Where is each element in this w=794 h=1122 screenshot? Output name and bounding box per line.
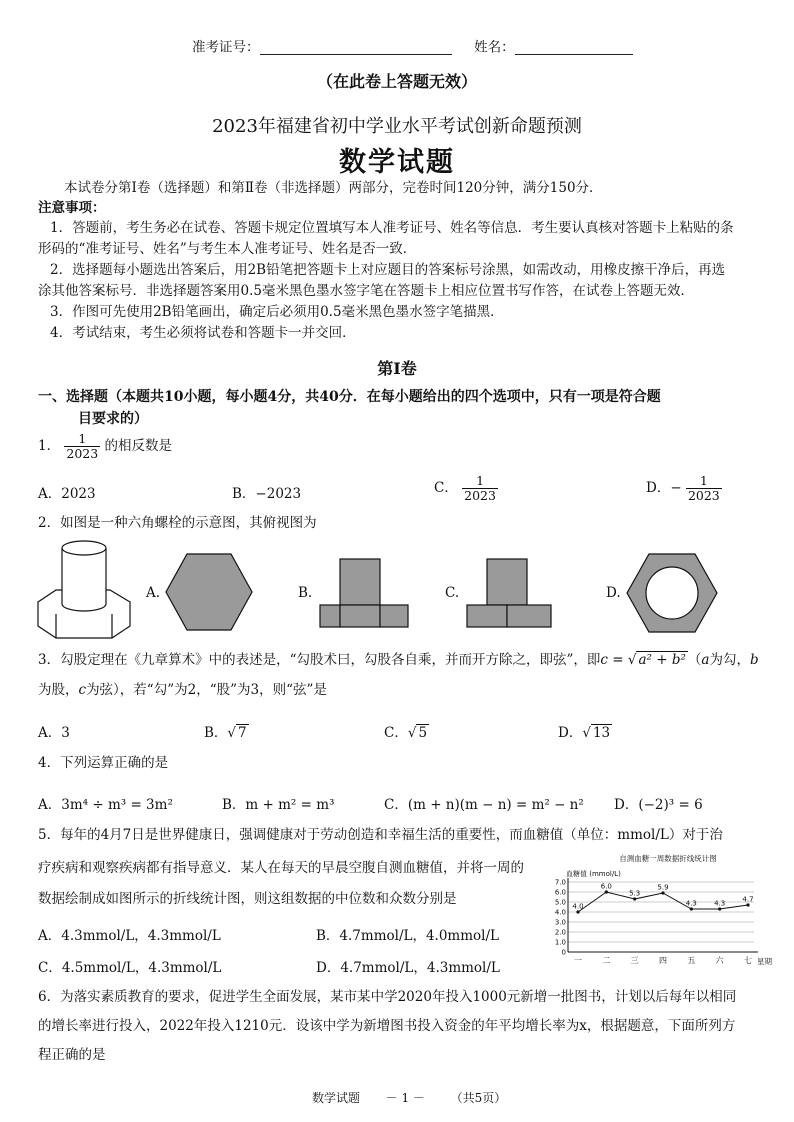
note-2b: 涂其他答案标号．非选择题答案用0.5毫米黑色墨水签字笔在答题卡上相应位置书写作答，在试卷上答题无效．: [38, 283, 694, 299]
chart-x-tick-label: 三: [630, 956, 639, 965]
chart-data-label: 5.9: [657, 883, 669, 892]
q5-line2: 疗疾病和观察疾病都有指导意义．某人在每天的早晨空腹自测血糖值，并将一周的: [38, 860, 524, 876]
invalid-notice: （在此卷上答题无效）: [316, 72, 477, 91]
chart-data-point: [690, 907, 693, 910]
q4-option-a: A．3m⁴ ÷ m³ = 3m²: [38, 797, 173, 813]
hex-bolt-figure: [34, 540, 134, 648]
chart-x-ticks: [574, 955, 752, 965]
chart-x-tick-label: 五: [687, 956, 696, 965]
q2-option-d-top-view: [625, 552, 719, 634]
q4-option-b: B．m + m² = m³: [222, 797, 335, 813]
exam-title: 2023年福建省初中学业水平考试创新命题预测: [212, 116, 582, 137]
q5-option-d: D．4.7mmol/L，4.3mmol/L: [316, 960, 500, 976]
part1-line1: 一、选择题（本题共10小题，每小题4分，共40分．在每小题给出的四个选项中，只有一项是符合题: [38, 389, 661, 405]
q5-line1: 5．每年的4月7日是世界健康日，强调健康对于劳动创造和幸福生活的重要性，而血糖值（单位：mmol/L）对于治: [38, 827, 723, 843]
section-title: 第Ⅰ卷: [377, 359, 417, 378]
q4-text: 4．下列运算正确的是: [38, 755, 169, 771]
chart-data-point: [661, 891, 664, 894]
footer-page-number: － 1 －: [385, 1091, 425, 1105]
chart-data-point: [633, 897, 636, 900]
q5-line3: 数据绘制成如图所示的折线统计图，则这组数据的中位数和众数分别是: [38, 891, 457, 907]
chart-y-tick-label: 2.0: [554, 928, 566, 937]
q1-option-a: A．2023: [38, 486, 96, 502]
chart-data-label: 6.0: [600, 882, 612, 891]
q3-option-d: D．√ 13: [558, 725, 611, 741]
chart-x-tick-label: 六: [715, 956, 724, 965]
q2-option-a-hexagon: [164, 552, 254, 632]
intro-text: 本试卷分第Ⅰ卷（选择题）和第Ⅱ卷（非选择题）两部分，完卷时间120分钟，满分150分．: [64, 180, 603, 196]
page-footer: [312, 1092, 506, 1104]
chart-y-ticks: [555, 879, 566, 957]
chart-data-label: 4.0: [572, 902, 584, 911]
name-blank: [515, 40, 633, 55]
footer-total-pages: （共5页）: [450, 1091, 507, 1105]
q5-option-b: B．4.7mmol/L，4.0mmol/L: [316, 928, 499, 944]
chart-y-tick-label: 7.0: [554, 878, 566, 887]
q2-text: 2．如图是一种六角螺栓的示意图，其俯视图为: [38, 515, 317, 531]
chart-ylabel: 血糖值 (mmol/L): [566, 870, 621, 878]
q3-option-a: A．3: [38, 725, 70, 741]
chart-y-tick-label: 4.0: [554, 908, 566, 917]
note-1a: 1．答题前，考生务必在试卷、答题卡规定位置填写本人准考证号、姓名等信息．考生要认真核对答题卡上粘贴的条: [50, 220, 734, 236]
chart-data-label: 4.3: [714, 899, 726, 908]
q3-line1: 3．勾股定理在《九章算术》中的表述是，“勾股术曰，勾股各自乘，并而开方除之，即弦”，即c = √ a² + b² （a为勾，b: [38, 652, 759, 668]
q2-option-d-label: D.: [606, 585, 621, 601]
q2-option-a-label: A.: [146, 585, 161, 601]
q3-radicand: a² + b²: [638, 652, 686, 668]
part1-line2: 目要求的）: [78, 411, 148, 427]
q1-number: 1．: [38, 437, 61, 454]
chart-y-tick-label: 1.0: [554, 938, 566, 947]
chart-title: 自测血糖一周数据折线统计图: [619, 854, 717, 863]
chart-xlabel: 星期: [757, 957, 772, 966]
q1-d-fraction: $\frac{1}{2023}$: [687, 473, 720, 503]
note-1b: 形码的“准考证号、姓名”与考生本人准考证号、姓名是否一致．: [38, 241, 417, 257]
q4-option-c: C．(m + n)(m − n) = m² − n²: [384, 797, 584, 813]
question-1: [38, 432, 172, 461]
exam-id-row: [192, 40, 633, 55]
q6-line3: 程正确的是: [38, 1047, 106, 1063]
chart-data-point: [576, 910, 579, 913]
q3-line2: 为股，c为弦），若“勾”为2，“股”为3，则“弦”是: [38, 682, 327, 698]
chart-x-tick-label: 二: [602, 956, 611, 965]
chart-y-tick-label: 3.0: [554, 918, 566, 927]
q4-option-d: D．(−2)³ = 6: [614, 797, 703, 813]
chart-y-tick-label: 6.0: [554, 888, 566, 897]
chart-data-point: [605, 890, 608, 893]
q1-option-c: C． $\frac{1}{2023}$: [434, 473, 496, 503]
q1-c-fraction: $\frac{1}{2023}$: [464, 473, 496, 503]
chart-data-label: 4.7: [742, 895, 754, 904]
q2-option-c-label: C.: [445, 585, 460, 601]
chart-y-tick-label: 5.0: [554, 898, 566, 907]
q6-line1: 6．为落实素质教育的要求，促进学生全面发展，某市某中学2020年投入1000元新增一批图书，计划以后每年以相同: [38, 989, 737, 1005]
note-4: 4．考试结束，考生必须将试卷和答题卡一并交回．: [50, 325, 356, 341]
q1-text: 的相反数是: [104, 437, 172, 454]
q2-option-c-side-view: [465, 557, 553, 629]
q2-option-b-label: B.: [298, 585, 313, 601]
exam-id-label: 准考证号：: [192, 39, 260, 56]
chart-data-point: [746, 903, 749, 906]
name-label: 姓名：: [474, 39, 515, 56]
chart-data-label: 5.3: [629, 889, 641, 898]
chart-x-tick-label: 一: [574, 956, 582, 965]
chart-x-tick-label: 四: [659, 956, 667, 965]
q3-option-b: B．√ 7: [204, 725, 247, 741]
notes-heading: 注意事项：: [38, 200, 106, 216]
subject-title: 数学试题: [339, 147, 455, 178]
chart-data-point: [718, 907, 721, 910]
q2-option-b-front-view: [318, 557, 410, 629]
q3-option-c: C．√ 5: [384, 725, 428, 741]
q5-option-c: C．4.5mmol/L，4.3mmol/L: [38, 960, 222, 976]
footer-subject: 数学试题: [312, 1091, 361, 1105]
chart-y-tick-label: 0: [561, 948, 566, 957]
q1-option-b: B．−2023: [232, 486, 302, 502]
note-3: 3．作图可先使用2B铅笔画出，确定后必须用0.5毫米黑色墨水签字笔描黑．: [50, 304, 504, 320]
exam-id-blank: [260, 40, 452, 55]
q5-option-a: A．4.3mmol/L，4.3mmol/L: [38, 928, 221, 944]
chart-x-tick-label: 七: [744, 956, 752, 965]
blood-glucose-line-chart: [548, 852, 774, 972]
q1-fraction: $\frac{1}{2023}$: [66, 431, 99, 461]
chart-data-label: 4.3: [685, 899, 697, 908]
q6-line2: 的增长率进行投入，2022年投入1210元．设该中学为新增图书投入资金的年平均增长率为x，根据题意，下面所列方: [38, 1018, 736, 1034]
q1-option-d: D．− $\frac{1}{2023}$: [646, 473, 720, 503]
note-2a: 2．选择题每小题选出答案后，用2B铅笔把答题卡上对应题目的答案标号涂黑，如需改动，用橡皮擦干净后，再选: [50, 262, 726, 278]
